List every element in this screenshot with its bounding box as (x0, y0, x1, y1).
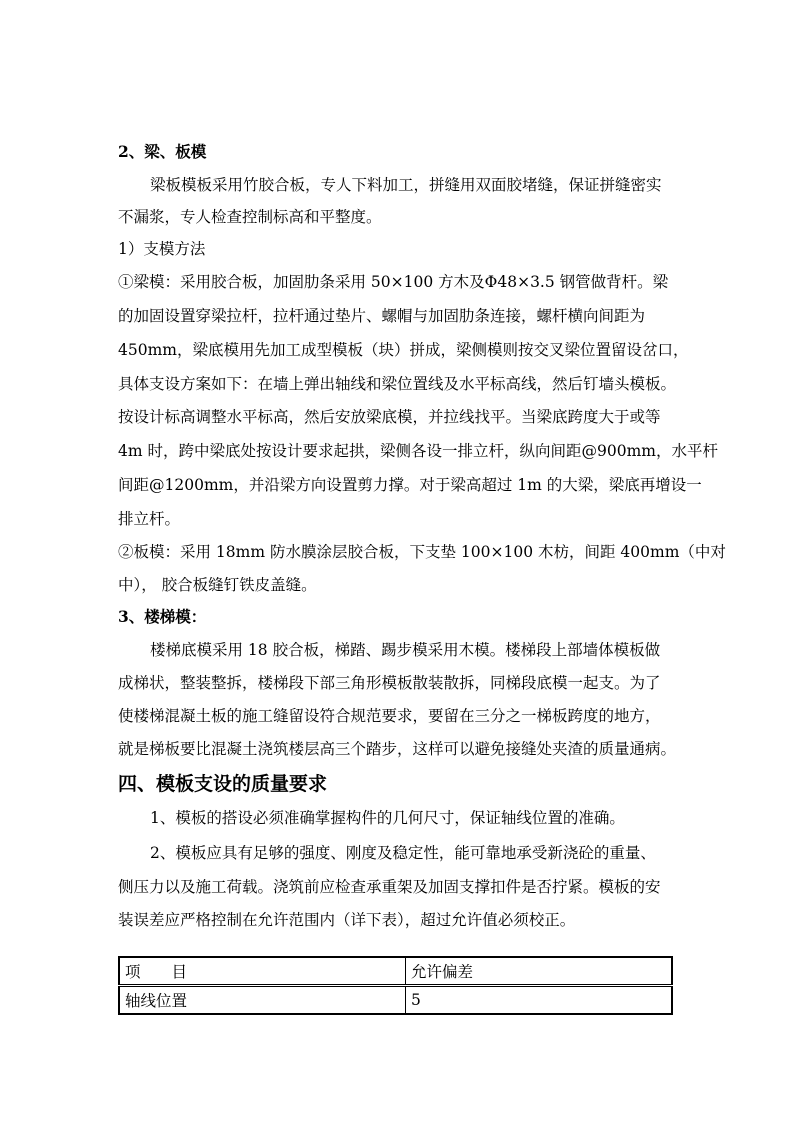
paragraph-line: 450mm，梁底模用先加工成型模板（块）拼成，梁侧模则按交叉梁位置留设岔口， (118, 341, 689, 359)
paragraph-line: 2、模板应具有足够的强度、刚度及稳定性，能可靠地承受新浇砼的重量、 (150, 844, 656, 862)
paragraph-line: ①梁模：采用胶合板，加固肋条采用 50×100 方木及Φ48×3.5 钢管做背杆。梁 (118, 273, 669, 291)
tolerance-table (118, 956, 673, 1015)
paragraph-line: 楼梯底模采用 18 胶合板，梯踏、踢步模采用木模。楼梯段上部墙体模板做 (150, 641, 661, 659)
paragraph-line: 侧压力以及施工荷载。浇筑前应检查承重架及加固支撑扣件是否拧紧。模板的安 (118, 878, 661, 896)
paragraph-line: 4m 时，跨中梁底处按设计要求起拱，梁侧各设一排立杆，纵向间距@900mm，水平杆 (118, 442, 718, 460)
table-header-row (119, 957, 672, 986)
table-row (119, 986, 672, 1015)
paragraph-line: 中）， 胶合板缝钉铁皮盖缝。 (118, 576, 317, 594)
paragraph-line: 间距@1200mm，并沿梁方向设置剪力撑。对于梁高超过 1m 的大梁，梁底再增设一 (118, 476, 702, 494)
paragraph-line: ②板模：采用 18mm 防水膜涂层胶合板，下支垫 100×100 木枋，间距 400mm（中对 (118, 543, 726, 561)
paragraph-line: 1、模板的搭设必须准确掌握构件的几何尺寸，保证轴线位置的准确。 (150, 809, 625, 827)
subheading-method: 1）支模方法 (118, 240, 206, 258)
paragraph-line: 排立杆。 (118, 510, 181, 528)
paragraph-line: 梁板模板采用竹胶合板，专人下料加工，拼缝用双面胶堵缝，保证拼缝密实 (150, 176, 662, 194)
section-heading-beam-slab: 2、梁、板模 (118, 142, 207, 161)
paragraph-line: 就是梯板要比混凝土浇筑楼层高三个踏步，这样可以避免接缝处夹渣的质量通病。 (118, 740, 677, 758)
table-header-cell: 允许偏差 (406, 957, 673, 986)
paragraph-line: 不漏浆，专人检查控制标高和平整度。 (118, 208, 382, 226)
paragraph-line: 使楼梯混凝土板的施工缝留设符合规范要求，要留在三分之一梯板跨度的地方， (118, 707, 661, 725)
paragraph-line: 具体支设方案如下：在墙上弹出轴线和梁位置线及水平标高线，然后钉墙头模板。 (118, 375, 677, 393)
paragraph-line: 按设计标高调整水平标高，然后安放梁底模，并拉线找平。当梁底跨度大于或等 (118, 408, 661, 426)
table-cell: 轴线位置 (119, 986, 406, 1015)
paragraph-line: 的加固设置穿梁拉杆，拉杆通过垫片、螺帽与加固肋条连接，螺杆横向间距为 (118, 307, 646, 325)
table-cell: 5 (406, 986, 673, 1015)
section-heading-stair: 3、楼梯模： (118, 607, 207, 626)
section-heading-quality: 四、模板支设的质量要求 (118, 773, 328, 795)
paragraph-line: 装误差应严格控制在允许范围内（详下表），超过允许值必须校正。 (118, 911, 576, 929)
paragraph-line: 成梯状，整装整拆，楼梯段下部三角形模板散装散拆，同梯段底模一起支。为了 (118, 674, 661, 692)
table-header-cell: 项 目 (119, 957, 406, 986)
